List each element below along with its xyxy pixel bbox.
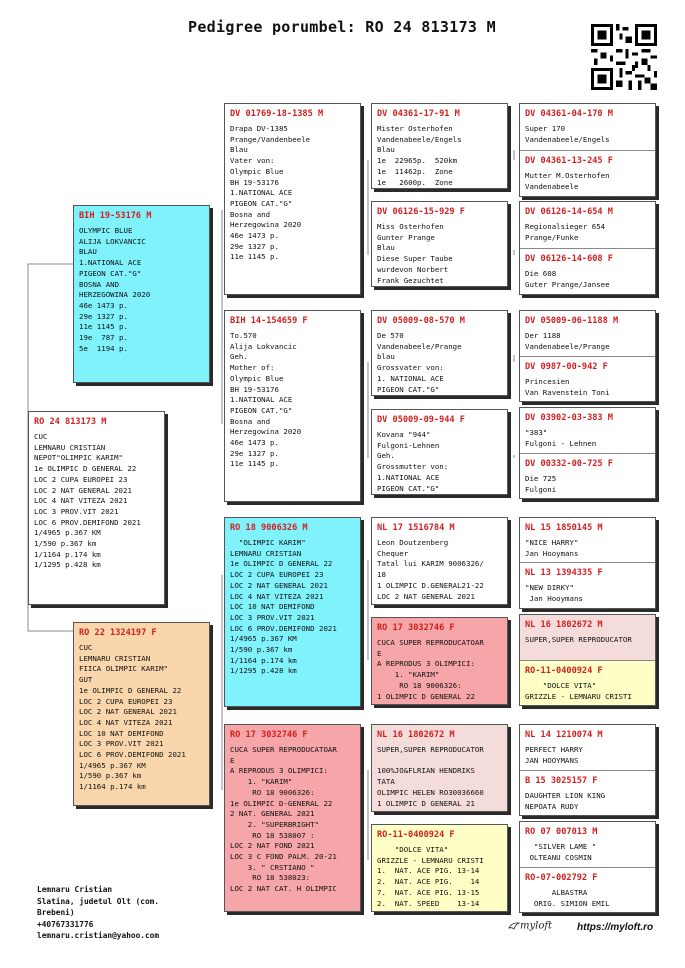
ring-number: DV 05009-06-1188 M [525, 316, 619, 326]
pedigree-card-ddd[interactable] [371, 824, 508, 912]
pedigree-card-g5-pair-7[interactable] [519, 724, 656, 816]
pigeon-info: "DOLCE VITA" GRIZZLE - LEMNARU CRISTI 1. NAT. ACE PIG. 13-14 2. NAT. ACE PIG. 14 7. NAT. ACE PIG. 13-15 2. NAT. SPEED 13-14 [377, 845, 484, 908]
pedigree-card-dsd[interactable] [371, 617, 508, 705]
pedigree-card-g15[interactable] [520, 822, 655, 867]
bird-icon [508, 920, 520, 932]
pedigree-card-g1[interactable] [520, 104, 655, 150]
ring-number: DV 05009-08-570 M [377, 316, 465, 326]
pigeon-info: Drapa DV-1385 Prange/Vandenbeele Blau Vater von: Olympic Blue BH 19-53176 1.NATIONAL ACE PIGEON CAT."G" Bosna and Herzegowina 2020 46e 1473 p. 29e 1327 p. 11e 1145 p. [230, 124, 311, 262]
pedigree-card-g13[interactable] [520, 725, 655, 770]
pedigree-card-g2[interactable] [520, 150, 655, 197]
ring-number: NL 15 1850145 M [525, 523, 603, 533]
ring-number: DV 04361-17-91 M [377, 109, 460, 119]
pedigree-card-ssd[interactable] [371, 201, 508, 287]
pedigree-card-sire[interactable] [73, 205, 210, 383]
pigeon-info: "NEW DIRKY" Jan Hooymans [525, 583, 583, 603]
pedigree-card-sire-sire[interactable] [224, 103, 361, 295]
pedigree-card-sire-dam[interactable] [224, 310, 361, 502]
owner-name: Lemnaru Cristian [37, 885, 113, 894]
pigeon-info: "DOLCE VITA" GRIZZLE - LEMNARU CRISTI [525, 681, 632, 701]
pigeon-info: Mister Osterhofen Vandenabeele/Engels Blau 1e 22965p. 520km 1e 11462p. Zone 1e 2600p. Zone [377, 124, 462, 187]
pigeon-info: Regionalsieger 654 Prange/Funke [525, 222, 606, 242]
ring-number: RO 22 1324197 F [79, 628, 157, 638]
site-link[interactable]: https://myloft.ro [577, 922, 654, 933]
ring-number: DV 03902-03-383 M [525, 413, 613, 423]
pedigree-card-g5-pair-2[interactable] [519, 201, 656, 295]
ring-number: DV 06126-14-654 M [525, 207, 613, 217]
pigeon-info: Miss Osterhofen Gunter Prange Blau Diese Super Taube wurdevon Norbert Frank Gezuchtet [377, 222, 453, 285]
ring-number: RO 24 813173 M [34, 417, 107, 427]
pigeon-info: Leon Doutzenberg Chequer Tatal lui KARIM 9006326/ 18 1 OLIMPIC D.GENERAL21-22 LOC 2 NAT GENERAL 2021 [377, 538, 484, 601]
pedigree-card-sdd[interactable] [371, 409, 508, 495]
owner-phone[interactable]: +40767331776 [37, 919, 94, 929]
pedigree-card-sss[interactable] [371, 103, 508, 189]
pedigree-card-dss[interactable] [371, 517, 508, 605]
ring-number: RO-11-0400924 F [377, 830, 455, 840]
pedigree-card-g10[interactable] [520, 562, 655, 609]
pedigree-card-g5[interactable] [520, 311, 655, 356]
ring-number: RO-07-002792 F [525, 873, 598, 883]
pigeon-info: De 570 Vandenabeele/Prange blau Grossvater von: 1. NATIONAL ACE PIGEON CAT."G" [377, 331, 462, 394]
page-title: Pedigree porumbel: RO 24 813173 M [188, 18, 496, 36]
pedigree-card-g5-pair-6[interactable] [519, 614, 656, 706]
pigeon-info: Super 170 Vandenabeele/Engels [525, 124, 610, 144]
myloft-logo [508, 920, 552, 932]
ring-number: DV 05009-09-944 F [377, 415, 465, 425]
pigeon-info: To.570 Alija Lokvancic Geh. Mother of: Olympic Blue BH 19-53176 1.NATIONAL ACE PIGEON CAT."G" Bosna and Herzegowina 2020 46e 1473 p. 29e 1327 p. 11e 1145 p. [230, 331, 302, 469]
owner-address: Slatina, judetul Olt (com. Brebeni) [37, 896, 160, 917]
pedigree-card-g5-pair-1[interactable] [519, 103, 656, 197]
pigeon-info: Princesien Van Ravenstein Toni [525, 377, 610, 397]
pedigree-card-sds[interactable] [371, 310, 508, 396]
pigeon-info: SUPER,SUPER REPRODUCATOR 100%JO&FLRIAN HENDRIKS TATA OLIMPIC HELEN RO30036660 1 OLIMPIC D GENERAL 21 [377, 745, 484, 808]
pigeon-info: Der 1188 Vandenabeele/Prange [525, 331, 610, 351]
pigeon-info: PERFECT HARRY JAN HOOYMANS [525, 745, 583, 765]
ring-number: RO 17 3032746 F [377, 623, 455, 633]
ring-number: DV 0987-00-942 F [525, 362, 608, 372]
ring-number: DV 04361-13-245 F [525, 156, 613, 166]
ring-number: DV 04361-04-170 M [525, 109, 613, 119]
ring-number: NL 17 1516784 M [377, 523, 455, 533]
pigeon-info: ALBASTRA ORIG. SIMION EMIL [533, 888, 610, 908]
pedigree-card-dam-dam[interactable] [224, 724, 361, 912]
pedigree-card-dds[interactable] [371, 724, 508, 812]
ring-number: DV 00332-00-725 F [525, 459, 613, 469]
pedigree-card-g14[interactable] [520, 770, 655, 816]
ring-number: NL 14 1210074 M [525, 730, 603, 740]
ring-number: RO 17 3032746 F [230, 730, 308, 740]
pigeon-info: CUC LEMNARU CRISTIAN FIICA OLIMPIC KARIM" GUT 1e OLIMPIC D GENERAL 22 LOC 2 CUPA EUROPEI 23 LOC 2 NAT GENERAL 2021 LOC 4 NAT VITEZA 2021 LOC 10 NAT DEMIFOND LOC 3 PROV.VIT 2021 LOC 6 PROV.DEMIFOND 2021 1/4965 p.367 KM 1/590 p.367 km 1/1164 p.174 km [79, 643, 186, 792]
pedigree-card-dam[interactable] [73, 622, 210, 806]
pigeon-info: CUC LEMNARU CRISTIAN NEPOT"OLIMPIC KARIM" 1e OLIMPIC D GENERAL 22 LOC 2 CUPA EUROPEI 23 LOC 2 NAT GENERAL 2021 LOC 4 NAT VITEZA 2021 LOC 3 PROV.VIT 2021 LOC 6 PROV.DEMIFOND 2021 1/4965 p.367 KM 1/590 p.367 km 1/1164 p.174 km 1/1295 p.428 km [34, 432, 141, 570]
ring-number: DV 01769-18-1385 M [230, 109, 324, 119]
pedigree-card-g16[interactable] [520, 867, 655, 913]
ring-number: DV 06126-14-608 F [525, 254, 613, 264]
pedigree-card-subject[interactable] [28, 411, 165, 605]
logo-text: myloft [520, 920, 553, 932]
pedigree-card-g12[interactable] [520, 660, 655, 706]
ring-number: NL 13 1394335 F [525, 568, 603, 578]
pigeon-info: DAUGHTER LION KING NEPOATA RUDY [525, 791, 606, 811]
pigeon-info: Mutter M.Osterhofen Vandenabeele [525, 171, 610, 191]
pedigree-card-g4[interactable] [520, 248, 655, 295]
pigeon-info: "NICE HARRY" Jan Hooymans [525, 538, 579, 558]
ring-number: NL 16 1802672 M [377, 730, 455, 740]
pedigree-card-g6[interactable] [520, 356, 655, 402]
pedigree-card-g7[interactable] [520, 408, 655, 453]
pedigree-card-g5-pair-4[interactable] [519, 407, 656, 499]
ring-number: DV 06126-15-929 F [377, 207, 465, 217]
pigeon-info: OLYMPIC BLUE ALIJA LOKVANCIC BLAU 1.NATIONAL ACE PIGEON CAT."G" BOSNA AND HERZEGOWINA 2020 46e 1473 p. 29e 1327 p. 11e 1145 p. 19e 787 p. 5e 1194 p. [79, 226, 151, 353]
pigeon-info: "383" Fulgoni - Lehnen [525, 428, 597, 448]
pigeon-info: "OLIMPIC KARIM" LEMNARU CRISTIAN 1e OLIMPIC D GENERAL 22 LOC 2 CUPA EUROPEI 23 LOC 2 NAT GENERAL 2021 LOC 4 NAT VITEZA 2021 LOC 10 NAT DEMIFOND LOC 3 PROV.VIT 2021 LOC 6 PROV.DEMIFOND 2021 1/4965 p.367 KM 1/590 p.367 km 1/1164 p.174 km 1/1295 p.428 km [230, 538, 337, 676]
pigeon-info: "SILVER LAME " OLTEANU COSMIN [529, 842, 597, 862]
ring-number: RO 07 007013 M [525, 827, 598, 837]
pedigree-card-g8[interactable] [520, 453, 655, 499]
owner-email[interactable]: lemnaru.cristian@yahoo.com [37, 931, 160, 940]
pigeon-info: Die 725 Fulgoni [525, 474, 557, 494]
ring-number: B 15 3025157 F [525, 776, 598, 786]
ring-number: BIH 19-53176 M [79, 211, 152, 221]
pedigree-card-g5-pair-5[interactable] [519, 517, 656, 609]
pigeon-info: Kovana "944" Fulgoni-Lehnen Geh. Grossmutter von: 1.NATIONAL ACE PIGEON CAT."G" [377, 430, 449, 493]
ring-number: RO 18 9006326 M [230, 523, 308, 533]
pedigree-card-dam-sire[interactable] [224, 517, 361, 707]
pedigree-card-g9[interactable] [520, 518, 655, 562]
ring-number: NL 16 1802672 M [525, 620, 603, 630]
pedigree-card-g5-pair-3[interactable] [519, 310, 656, 402]
pedigree-card-g11[interactable] [520, 615, 655, 660]
pigeon-info: CUCA SUPER REPRODUCATOAR E A REPRODUS 3 OLIMPICI: 1. "KARIM" RO 18 9006326: 1e OLIMPIC D-GENERAL 22 2 NAT. GENERAL 2021 2. "SUPERBRIGHT" RO 18 538007 : LOC 2 NAT FOND 2021 LOC 3 C FOND PALM. 20-21 3. " CRSTIANO " RO 18 538023: LOC 2 NAT CAT. H OLIMPIC [230, 745, 337, 894]
pigeon-info: Die 608 Guter Prange/Jansee [525, 269, 610, 289]
pedigree-card-g5-pair-8[interactable] [519, 821, 656, 913]
ring-number: RO-11-0400924 F [525, 666, 603, 676]
pedigree-card-g3[interactable] [520, 202, 655, 248]
pigeon-info: SUPER,SUPER REPRODUCATOR [525, 635, 632, 644]
owner-contact [37, 884, 159, 942]
pigeon-info: CUCA SUPER REPRODUCATOAR E A REPRODUS 3 OLIMPICI: 1. "KARIM" RO 18 9006326: 1 OLIMPIC D GENERAL 22 [377, 638, 484, 701]
ring-number: BIH 14-154659 F [230, 316, 308, 326]
